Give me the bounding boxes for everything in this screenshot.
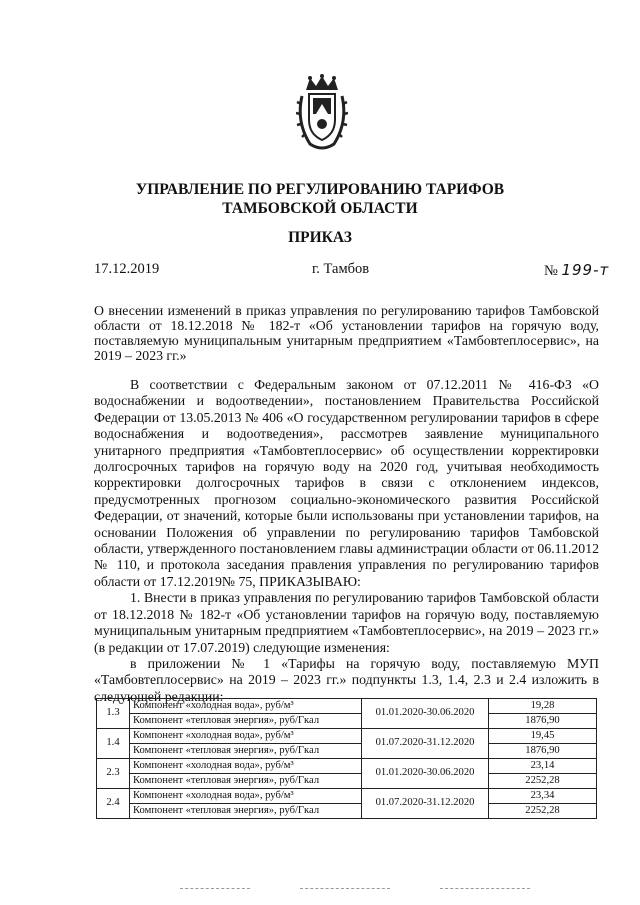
organization-name-line2: ТАМБОВСКОЙ ОБЛАСТИ (222, 200, 418, 217)
order-date: 17.12.2019 (94, 261, 160, 277)
component-label: Компонент «тепловая энергия», руб/Гкал (130, 714, 362, 729)
row-code: 2.4 (97, 789, 130, 819)
page-edge-mark (180, 888, 250, 890)
component-label: Компонент «холодная вода», руб/м³ (130, 699, 362, 714)
tariff-value: 1876,90 (489, 744, 597, 759)
body-paragraph-1: В соответствии с Федеральным законом от 07.12.2011 № 416-ФЗ «О водоснабжении и водоотведении», постановлением Правительства Российской Федерации от 13.05.2013 № 406 «О государственном регулировании тарифов в сфере водоснабжения и водоотведения», рассмотрев заявление муниципального унитарного предприятия «Тамбовтеплосервис» об осуществлении корректировки долгосрочных тарифов на горячую воду на 2020 год, учитывая необходимость корректировки долгосрочных тарифов в связи с отклонением индексов, предусмотренных прогнозом социально-экономического развития Российской Федерации, от значений, которые были использованы при установлении тарифов, на основании Положения об управлении по регулированию тарифов Тамбовской области, утвержденного постановлением главы администрации области от 06.11.2012 № 110, и протокола заседания правления управления по регулированию тарифов области от 17.12.2019№ 75, ПРИКАЗЫВАЮ: (94, 377, 599, 589)
table-row (97, 759, 597, 774)
tariff-value: 23,14 (489, 759, 597, 774)
table-row (97, 744, 597, 759)
table-row (97, 699, 597, 714)
table-row (97, 774, 597, 789)
order-number-prefix: № (544, 263, 558, 279)
component-label: Компонент «холодная вода», руб/м³ (130, 729, 362, 744)
order-number-handwritten: 199-т (561, 261, 610, 279)
page-edge-mark (300, 888, 390, 890)
table-row (97, 804, 597, 819)
row-code: 2.3 (97, 759, 130, 789)
tariff-value: 23,34 (489, 789, 597, 804)
organization-name-line1: УПРАВЛЕНИЕ ПО РЕГУЛИРОВАНИЮ ТАРИФОВ (135, 181, 505, 198)
body-paragraph-3: в приложении № 1 «Тарифы на горячую воду, поставляемую МУП «Тамбовтеплосервис» на 2019 – 2023 гг.» подпункты 1.3, 1.4, 2.3 и 2.4 изложить в следующей редакции: (94, 655, 599, 704)
tariff-value: 2252,28 (489, 774, 597, 789)
document-type-title: ПРИКАЗ (288, 229, 352, 246)
tariffs-table (96, 698, 597, 819)
order-subject: О внесении изменений в приказ управления по регулированию тарифов Тамбовской области от 18.12.2018 № 182-т «Об установлении тарифов на горячую воду, поставляемую муниципальным унитарным предприятием «Тамбовтеплосервис», на 2019 – 2023 гг.» (94, 303, 599, 363)
component-label: Компонент «тепловая энергия», руб/Гкал (130, 804, 362, 819)
page-edge-mark (440, 888, 530, 890)
component-label: Компонент «тепловая энергия», руб/Гкал (130, 774, 362, 789)
component-label: Компонент «тепловая энергия», руб/Гкал (130, 744, 362, 759)
period-cell: 01.07.2020-31.12.2020 (362, 729, 489, 759)
period-cell: 01.01.2020-30.06.2020 (362, 759, 489, 789)
tariff-value: 1876,90 (489, 714, 597, 729)
order-city: г. Тамбов (312, 261, 370, 277)
tariff-value: 2252,28 (489, 804, 597, 819)
period-cell: 01.07.2020-31.12.2020 (362, 789, 489, 819)
order-number (544, 261, 609, 280)
component-label: Компонент «холодная вода», руб/м³ (130, 759, 362, 774)
table-row (97, 789, 597, 804)
tariff-value: 19,45 (489, 729, 597, 744)
coat-of-arms-emblem (296, 74, 348, 154)
tariff-value: 19,28 (489, 699, 597, 714)
period-cell: 01.01.2020-30.06.2020 (362, 699, 489, 729)
order-body (94, 377, 599, 705)
table-row (97, 729, 597, 744)
component-label: Компонент «холодная вода», руб/м³ (130, 789, 362, 804)
row-code: 1.3 (97, 699, 130, 729)
table-row (97, 714, 597, 729)
row-code: 1.4 (97, 729, 130, 759)
body-paragraph-2: 1. Внести в приказ управления по регулированию тарифов Тамбовской области от 18.12.2018 № 182-т «Об установлении тарифов на горячую воду, поставляемую муниципальным унитарным предприятием «Тамбовтеплосервис», на 2019 – 2023 гг.» (в редакции от 17.07.2019) следующие изменения: (94, 590, 599, 655)
